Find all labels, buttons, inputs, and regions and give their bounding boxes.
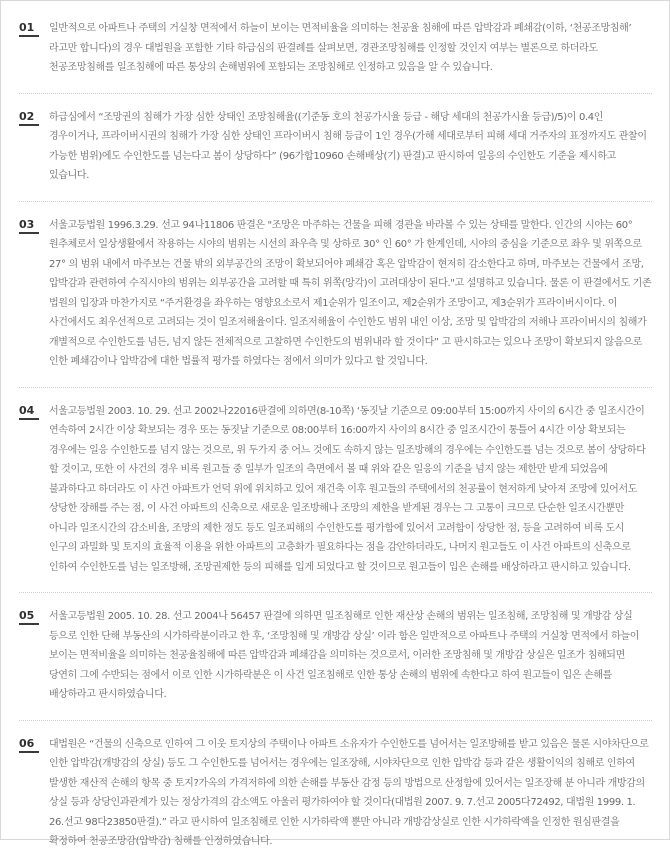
- note-number: 01: [19, 19, 39, 37]
- note-item-02: [19, 108, 652, 202]
- note-number: 05: [19, 607, 39, 625]
- note-text: 서울고등법원 1996.3.29. 선고 94나11806 판결은 "조망은 마주하는 건물을 피해 경관을 바라볼 수 있는 상태를 말한다. 인간의 시야는 60° 원추체로서 일상생활에서 작용하는 시야의 범위는 시선의 좌우측 및 상하로 30° 인 60° 가 한계인데, 시야의 중심을 기준으로 좌우 및 위쪽으로 27° 의 범위 내에서 마주보는 건물 밖의 외부공간의 조망이 확보되어야 폐쇄감 혹은 압박감이 현저히 감소한다고 하며, 마주보는 건물에서 조망, 압박감과 관련하여 수직시야의 범위는 외부공간을 고려할 때 특히 위쪽(앙각)이 고려대상이 된다."고 설명하고 있습니다. 물론 이 판결에서도 기존 법원의 입장과 마찬가지로 “주거환경을 좌우하는 영향요소로서 제1순위가 일조이고, 제2순위가 조망이고, 제3순위가 프라이버시이다. 이 사건에서도 최우선적으로 고려되는 것이 일조저해율이다. 일조저해율이 수인한도 범위 내인 이상, 조망 및 압박감의 저해나 프라이버시의 침해가 개별적으로 수인한도를 넘든, 넘지 않든 전체적으로 고찰하면 수인한도의 범위내라 할 것이다” 고 판시하고는 있으나 조망이 확보되지 않음으로 인한 폐쇄감이나 압박감에 대한 법률적 평가를 하였다는 점에서 의미가 있다고 할 것입니다.: [49, 219, 652, 367]
- note-number: 02: [19, 108, 39, 126]
- note-number: 03: [19, 216, 39, 234]
- note-item-03: [19, 216, 652, 388]
- note-text: 대법원은 “건물의 신축으로 인하여 그 이웃 토지상의 주택이나 아파트 소유자가 수인한도를 넘어서는 일조방해를 받고 있음은 물론 시야차단으로 인한 압박감(개방감의 상실) 등도 그 수인한도를 넘어서는 경우에는 일조장해, 시야차단으로 인한 압박감 등과 같은 생활이익의 침해로 인하여 발생한 재산적 손해의 항목 중 토지?가옥의 가격저하에 의한 손해를 부동산 감정 등의 방법으로 산정함에 있어서는 일조장해 분 아니라 개방감의 상실 등과 상당인과관계가 있는 정상가격의 감소액도 아울러 평가하여야 할 것이다(대법원 2007. 9. 7.선고 2005다72492, 대법원 1999. 1. 26.선고 98다23850판결).” 라고 판시하여 일조침해로 인한 시가하락액 뿐만 아니라 개방감상실로 인한 시가하락액을 인정한 원심판결을 확정하여 천공조망감(압박감) 침해를 인정하였습니다.: [49, 738, 649, 847]
- note-number: 04: [19, 402, 39, 420]
- note-text: 일반적으로 아파트나 주택의 거실창 면적에서 하늘이 보이는 면적비율을 의미하는 천공율 침해에 따른 압박감과 폐쇄감(이하, ‘천공조망침해’ 라고만 합니다)의 경우 대법원을 포함한 기타 하급심의 판결례를 살펴보면, 경관조망침해를 인정할 것인지 여부는 별론으로 하더라도 천공조망침해를 일조침해에 따른 통상의 손해범위에 포함되는 조망침해로 인정하고 있음을 알 수 있습니다.: [49, 23, 632, 73]
- note-item-06: [19, 735, 652, 867]
- note-text: 서울고등법원 2003. 10. 29. 선고 2002나22016판결에 의하면(8-10쪽) ‘동짓날 기준으로 09:00부터 15:00까지 사이의 6시간 중 일조시간이 연속하여 2시간 이상 확보되는 경우 또는 동짓날 기준으로 08:00부터 16:00까지 사이의 8시간 중 일조시간이 통틀어 4시간 이상 확보되는 경우에는 일응 수인한도를 넘지 않는 것으로, 위 두가지 중 어느 것에도 속하지 않는 일조방해의 경우에는 수인한도를 넘는 것으로 봄이 상당하다 할 것이고, 또한 이 사건의 경우 비록 원고들 중 일부가 일조의 측면에서 볼 때 위와 같은 일응의 기준을 넘지 않는 제한만 받게 되었음에 불과하다고 하더라도 이 사건 아파트가 언덕 위에 위치하고 있어 재건축 이후 원고들의 주택에서의 천공률이 현저하게 낮아져 조망에 있어서도 상당한 장해를 주는 점, 이 사건 아파트의 신축으로 새로운 일조방해나 조망의 제한을 받게된 경우는 그 고통이 크므로 단순한 일조시간뿐만 아니라 일조시간의 감소비율, 조망의 제한 정도 등도 일조피해의 수인한도를 평가함에 있어서 고려함이 상당한 점, 등을 고려하여 비록 도시 인구의 과밀화 및 토지의 효율적 이용을 위한 아파트의 고층화가 필요하다는 점을 감안하더라도, 나머지 원고들도 이 사건 아파트의 신축으로 인하여 수인한도를 넘는 일조방해, 조망권제한 등의 피해를 입게 되었다고 할 것이므로 원고들이 입은 손해를 배상하라고 판시하고 있습니다.: [49, 405, 646, 573]
- note-item-04: [19, 402, 652, 594]
- note-text: 하급심에서 “조망권의 침해가 가장 심한 상태인 조망침해율((기준동 호의 천공가시율 등급 - 해당 세대의 천공가시율 등급)/5)이 0.4인 경우이거나, 프라이버시권의 침해가 가장 심한 상태인 프라이버시 침해 등급이 1인 경우(가해 세대로부터 피해 세대 거주자의 표정까지도 관찰이 가능한 범위)에도 수인한도를 넘는다고 봄이 상당하다” (96가합10960 손해배상(기) 판결)고 판시하여 일응의 수인한도 기준을 제시하고 있습니다.: [49, 111, 647, 181]
- note-text: 서울고등법원 2005. 10. 28. 선고 2004나 56457 판결에 의하면 일조침해로 인한 재산상 손해의 범위는 일조침해, 조망침해 및 개방감 상실 등으로 인한 단해 부동산의 시가하락분이라고 한 후, ‘조망침해 및 개방감 상실’ 이라 함은 일반적으로 아파트나 주택의 거실창 면적에서 하늘이 보이는 면적비율을 의미하는 천공율침해에 따른 압박감과 폐쇄감을 의미하는 것으로서, 이러한 조망침해 및 개방감 상실은 일조가 침해되면 당연히 그에 수반되는 점에서 이로 인한 시가하락분은 이 사건 일조침해로 인한 통상 손해의 범위에 속한다고 하여 원고들이 입은 손해를 배상하라고 판시하였습니다.: [49, 611, 640, 700]
- note-item-05: [19, 607, 652, 721]
- note-item-01: [19, 19, 652, 94]
- note-number: 06: [19, 735, 39, 753]
